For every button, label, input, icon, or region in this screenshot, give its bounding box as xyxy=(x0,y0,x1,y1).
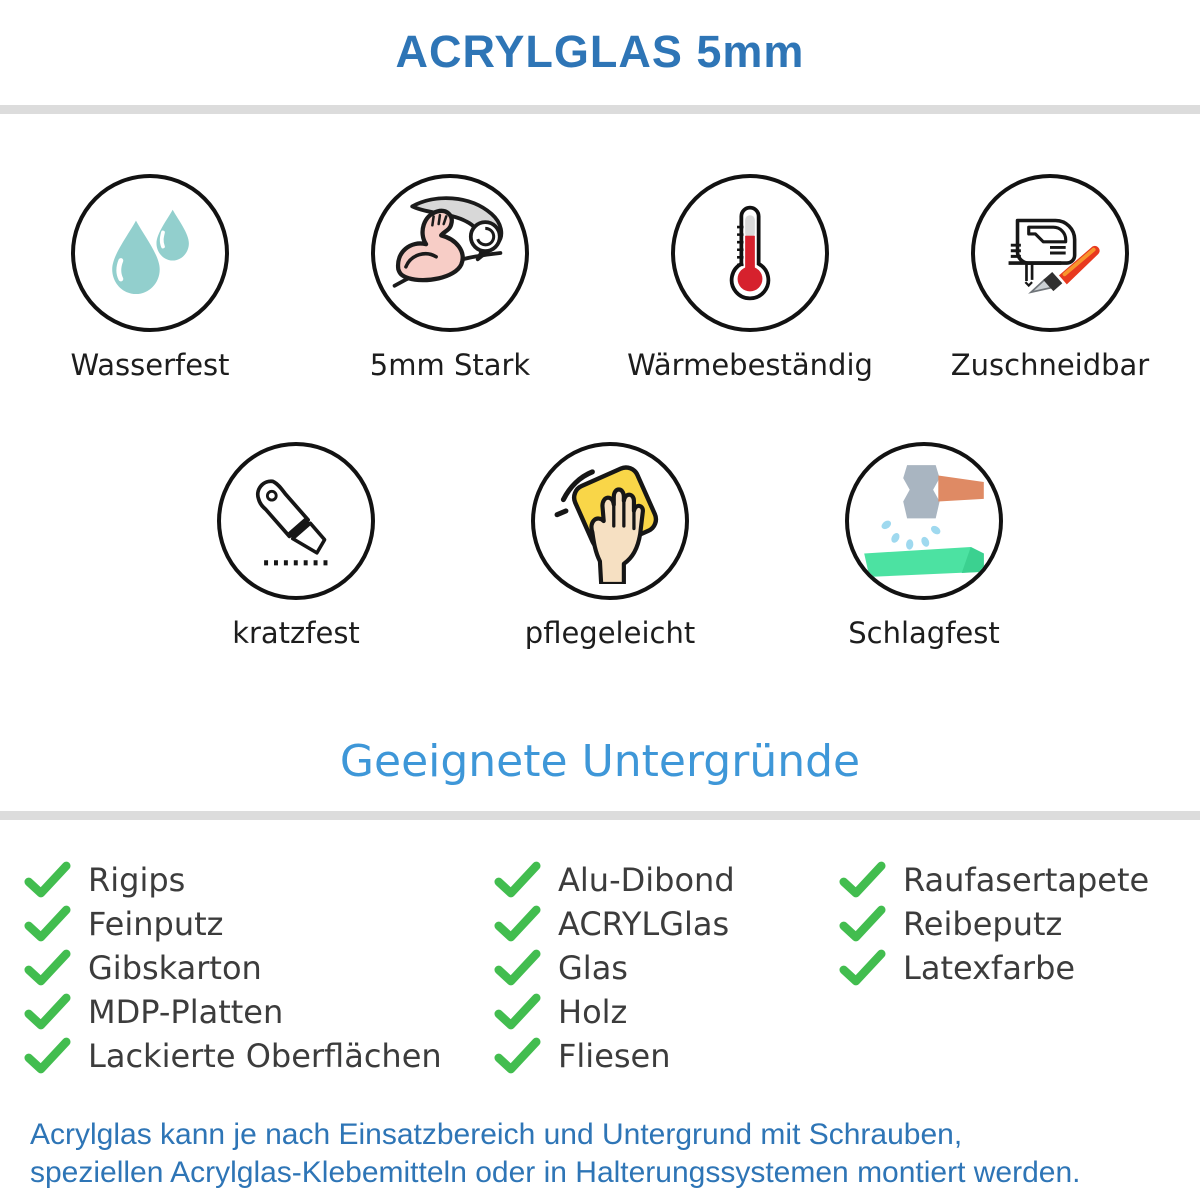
check-icon xyxy=(839,949,886,987)
surface-label: Alu-Dibond xyxy=(558,861,735,899)
surface-label: Lackierte Oberflächen xyxy=(88,1037,442,1075)
check-icon xyxy=(494,1037,541,1075)
surface-label: Latexfarbe xyxy=(903,949,1076,987)
footer-line-1: Acrylglas kann je nach Einsatzbereich und Untergrund mit Schrauben, xyxy=(30,1118,963,1151)
feature-label: Zuschneidbar xyxy=(950,348,1150,382)
surface-label: Raufasertapete xyxy=(903,861,1150,899)
surface-label: ACRYLGlas xyxy=(558,905,730,943)
feature-label: 5mm Stark xyxy=(369,348,531,382)
feature-kratzfest xyxy=(181,442,411,650)
list-item xyxy=(24,990,494,1034)
surfaces-list xyxy=(0,858,1200,1078)
check-icon xyxy=(839,905,886,943)
list-item xyxy=(494,946,839,990)
check-icon xyxy=(24,1037,71,1075)
list-item xyxy=(494,1034,839,1078)
middle-divider xyxy=(0,811,1200,820)
check-icon xyxy=(494,861,541,899)
surfaces-column-3 xyxy=(839,858,1200,990)
surfaces-heading: Geeignete Untergründe xyxy=(339,736,861,787)
feature-label: Wasserfest xyxy=(70,348,230,382)
list-item xyxy=(494,902,839,946)
list-item xyxy=(839,858,1200,902)
feature-label: kratzfest xyxy=(232,616,360,650)
list-item xyxy=(494,858,839,902)
check-icon xyxy=(494,993,541,1031)
feature-pflegeleicht xyxy=(495,442,725,650)
cleaning-hand-icon xyxy=(531,442,689,600)
feature-waermebestaendig xyxy=(627,174,873,382)
hammer-icon xyxy=(845,442,1003,600)
feature-label: pflegeleicht xyxy=(524,616,696,650)
surface-label: Holz xyxy=(558,993,628,1031)
surfaces-column-2 xyxy=(494,858,839,1078)
feature-label: Wärmebeständig xyxy=(627,348,873,382)
check-icon xyxy=(24,905,71,943)
footer-note xyxy=(0,1116,1200,1192)
check-icon xyxy=(494,905,541,943)
check-icon xyxy=(494,949,541,987)
surface-label: Feinputz xyxy=(88,905,224,943)
check-icon xyxy=(24,861,71,899)
list-item xyxy=(24,946,494,990)
footer-line-2: speziellen Acrylglas-Klebemitteln oder in Halterungssystemen montiert werden. xyxy=(30,1156,1081,1189)
list-item xyxy=(839,902,1200,946)
surface-label: Gibskarton xyxy=(88,949,262,987)
list-item xyxy=(839,946,1200,990)
list-item xyxy=(24,1034,494,1078)
page-title: ACRYLGLAS 5mm xyxy=(395,26,805,77)
surface-label: Fliesen xyxy=(558,1037,671,1075)
feature-5mm-stark xyxy=(335,174,565,382)
features-row-1 xyxy=(0,174,1200,382)
list-item xyxy=(24,858,494,902)
surfaces-column-1 xyxy=(24,858,494,1078)
water-drops-icon xyxy=(71,174,229,332)
surface-label: Glas xyxy=(558,949,628,987)
feature-schlagfest xyxy=(809,442,1039,650)
flexed-arm-icon xyxy=(371,174,529,332)
check-icon xyxy=(839,861,886,899)
surface-label: MDP-Platten xyxy=(88,993,284,1031)
check-icon xyxy=(24,993,71,1031)
feature-wasserfest xyxy=(35,174,265,382)
thermometer-icon xyxy=(671,174,829,332)
features-row-2 xyxy=(0,442,1200,650)
utility-knife-icon xyxy=(217,442,375,600)
surface-label: Reibeputz xyxy=(903,905,1063,943)
list-item xyxy=(24,902,494,946)
jigsaw-knife-icon xyxy=(971,174,1129,332)
surface-label: Rigips xyxy=(88,861,186,899)
list-item xyxy=(494,990,839,1034)
feature-label: Schlagfest xyxy=(848,616,1000,650)
top-divider xyxy=(0,105,1200,114)
feature-zuschneidbar xyxy=(935,174,1165,382)
check-icon xyxy=(24,949,71,987)
